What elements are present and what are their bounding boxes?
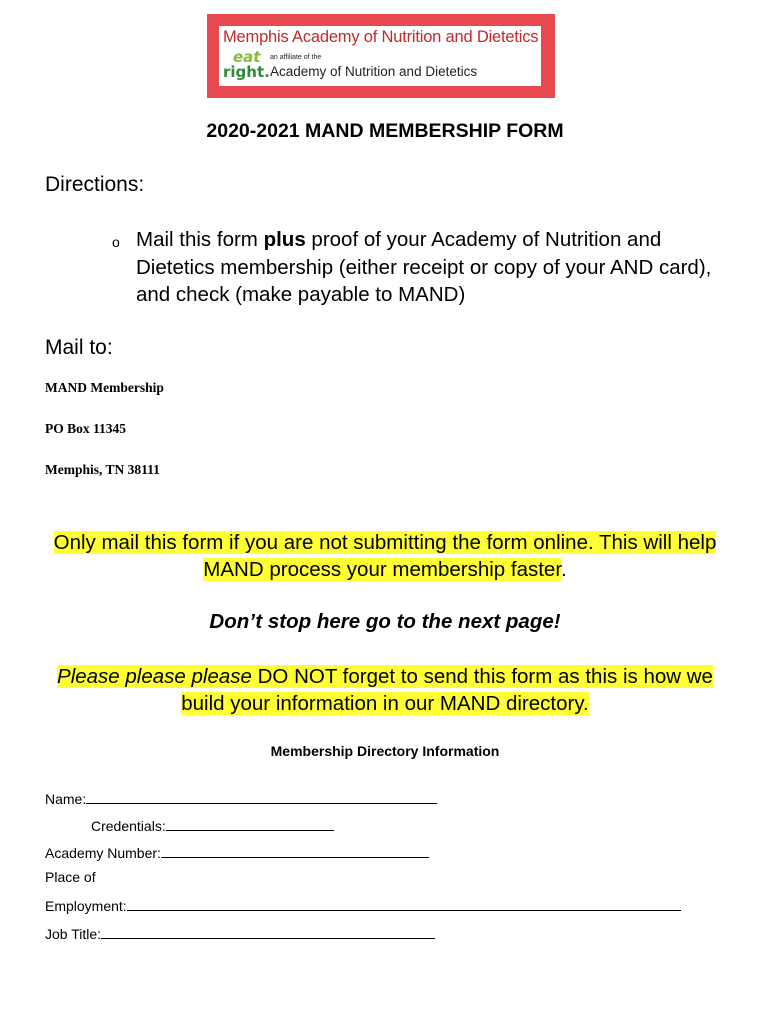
employment-input-line[interactable] xyxy=(127,896,681,911)
name-label: Name: xyxy=(45,791,87,807)
employment-label: Employment: xyxy=(45,898,127,914)
please-notice: Please please please DO NOT forget to send this form as this is how we build your information in our MAND directory. xyxy=(57,665,713,715)
job-title-label: Job Title: xyxy=(45,926,102,942)
bullet-icon: o xyxy=(112,234,120,250)
directory-heading: Membership Directory Information xyxy=(270,743,500,759)
academy-number-label: Academy Number: xyxy=(45,845,161,861)
mail-to-heading: Mail to: xyxy=(45,336,113,359)
name-input-line[interactable] xyxy=(86,789,437,804)
logo-title: Memphis Academy of Nutrition and Dietetics xyxy=(223,28,539,46)
mail-address-line-3: Memphis, TN 38111 xyxy=(45,462,160,477)
mail-address-line-1: MAND Membership xyxy=(45,380,164,395)
credentials-field xyxy=(91,816,334,834)
directions-text: Mail this form plus proof of your Academy of Nutrition and Dietetics membership (either receipt or copy of your AND card), and check (make payable to MAND) xyxy=(136,228,712,306)
logo-academy-text: Academy of Nutrition and Dietetics xyxy=(270,64,478,79)
page-title: 2020-2021 MAND MEMBERSHIP FORM xyxy=(206,120,564,142)
logo-affiliate-text: an affiliate of the xyxy=(270,54,322,61)
logo xyxy=(207,14,555,98)
eat-right-logo-icon: eat right. xyxy=(223,48,270,81)
job-title-input-line[interactable] xyxy=(101,924,435,939)
academy-number-field xyxy=(45,843,429,861)
academy-number-input-line[interactable] xyxy=(161,843,429,858)
credentials-label: Credentials: xyxy=(91,818,166,834)
employment-field xyxy=(45,896,681,914)
online-notice: Only mail this form if you are not submitting the form online. This will help MAND process your membership faster. xyxy=(53,531,717,581)
credentials-input-line[interactable] xyxy=(166,816,334,831)
logo-panel xyxy=(219,26,541,86)
place-of-label: Place of xyxy=(45,869,96,885)
job-title-field xyxy=(45,924,435,942)
mail-address-line-2: PO Box 11345 xyxy=(45,421,127,436)
directions-heading: Directions: xyxy=(45,173,145,196)
dont-stop-notice: Don’t stop here go to the next page! xyxy=(209,610,561,633)
name-field xyxy=(45,789,437,807)
